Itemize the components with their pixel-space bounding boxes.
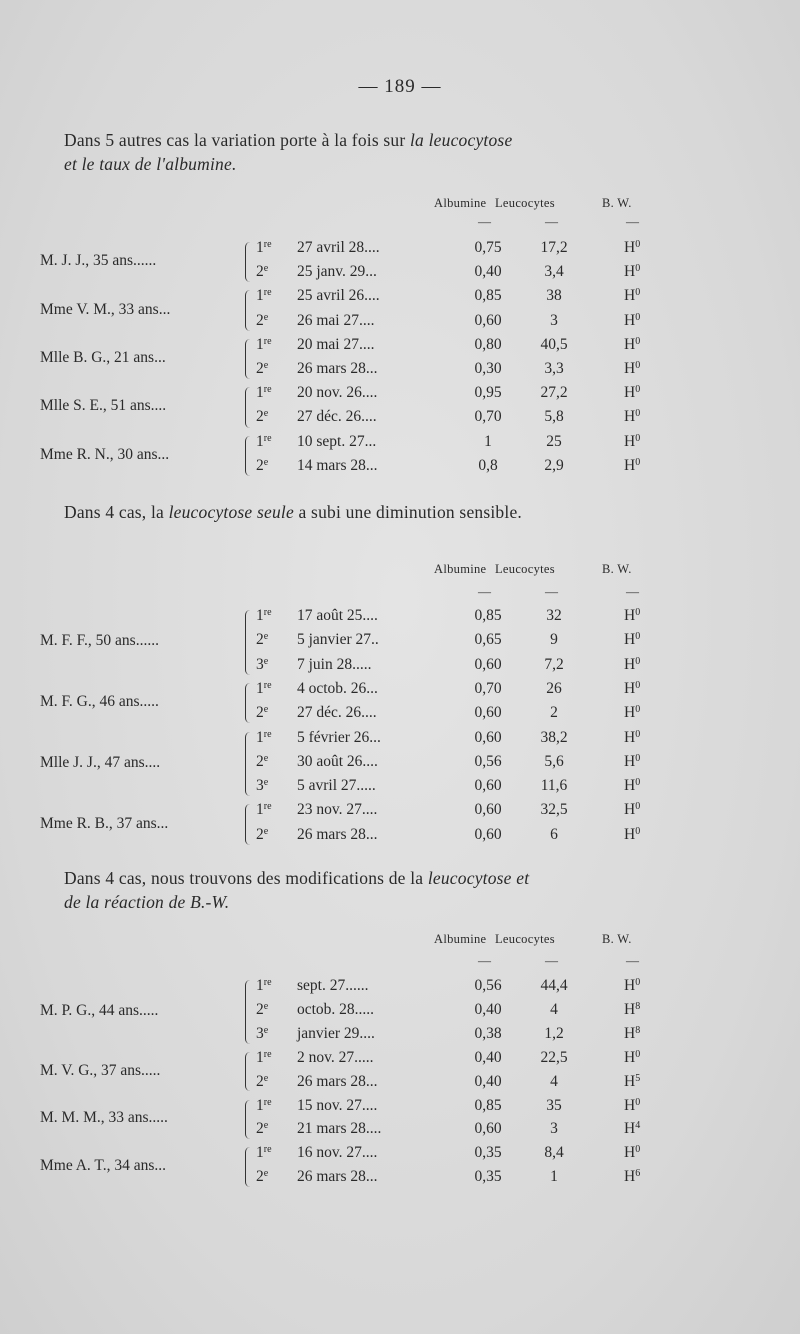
exam-date: 26 mars 28... — [297, 1072, 378, 1090]
bw-value: $H^0$ — [624, 801, 641, 819]
ordinal: 2e — [256, 263, 269, 281]
ordinal: 1re — [256, 384, 272, 402]
intro-paragraph-1 — [64, 128, 674, 176]
patient-name: Mlle S. E., 51 ans.... — [40, 397, 167, 415]
ordinal-suffix: e — [263, 408, 269, 420]
bw-value: $H^0$ — [624, 335, 641, 353]
albumine-value: 0,38 — [474, 1024, 502, 1042]
ordinal-suffix: re — [263, 1144, 272, 1156]
ordinal: 2e — [256, 752, 269, 770]
intro-1-italic-2: et le taux de l'albumine. — [64, 154, 237, 174]
exam-date: sept. 27...... — [297, 977, 369, 994]
bw-value: $H^0$ — [624, 287, 641, 305]
leucocytes-value: 38 — [546, 287, 562, 305]
ordinal-suffix: re — [263, 384, 272, 396]
bw-value: $H^0$ — [624, 655, 641, 673]
bw-exponent: 0 — [635, 360, 641, 371]
ordinal-suffix: e — [263, 263, 269, 275]
intro-2-text-end: a subi une diminution sensible. — [293, 502, 522, 522]
patient-name: M. F. F., 50 ans...... — [40, 632, 159, 650]
table-row — [0, 704, 800, 728]
exam-date: 10 sept. 27... — [297, 432, 377, 450]
patient-name: M. V. G., 37 ans..... — [40, 1061, 161, 1079]
exam-date: octob. 28..... — [297, 1000, 375, 1018]
ordinal-suffix: re — [263, 239, 272, 250]
header-albumine: Albumine — [434, 932, 487, 946]
header-dash: — — [626, 214, 639, 229]
ordinal: 1re — [256, 977, 272, 994]
patient-name: Mme R. B., 37 ans... — [40, 814, 169, 832]
albumine-value: 0,40 — [474, 1048, 502, 1066]
table-row — [0, 1144, 800, 1168]
table-row — [0, 977, 800, 1001]
patient-name: Mme A. T., 34 ans... — [40, 1157, 167, 1175]
patient-name: M. F. G., 46 ans..... — [40, 693, 159, 711]
bw-exponent: 0 — [635, 263, 641, 275]
exam-date: 26 mars 28... — [297, 1168, 378, 1186]
bw-exponent: 0 — [635, 752, 641, 764]
intro-paragraph-3 — [64, 866, 674, 914]
ordinal-suffix: re — [263, 801, 272, 813]
albumine-value: 0,60 — [474, 1120, 502, 1138]
bw-value: $H^0$ — [624, 456, 641, 474]
leucocytes-value: 26 — [546, 679, 562, 697]
header-leucocytes: Leucocytes — [495, 196, 555, 210]
ordinal-suffix: e — [263, 360, 269, 371]
bw-exponent: 0 — [635, 456, 641, 468]
header-bw: B. W. — [602, 196, 632, 210]
ordinal: 3e — [256, 777, 269, 795]
bw-exponent: 0 — [635, 679, 641, 691]
ordinal: 2e — [256, 456, 269, 474]
ordinal-suffix: e — [263, 1120, 269, 1132]
exam-date: 5 février 26... — [297, 728, 381, 746]
ordinal-suffix: e — [263, 752, 269, 764]
ordinal: 2e — [256, 360, 269, 377]
header-dash: — — [478, 214, 491, 229]
leucocytes-value: 1,2 — [544, 1024, 564, 1042]
bw-exponent: 0 — [635, 607, 641, 618]
bw-exponent: 0 — [635, 432, 641, 444]
ordinal: 1re — [256, 432, 272, 450]
ordinal-suffix: re — [263, 432, 272, 444]
ordinal-suffix: e — [263, 311, 269, 323]
bw-value: $H^0$ — [624, 1144, 641, 1162]
bw-exponent: 0 — [635, 311, 641, 323]
table-row — [0, 1049, 800, 1073]
exam-date: 20 nov. 26.... — [297, 384, 378, 402]
albumine-value: 0,65 — [474, 631, 502, 649]
exam-date: 15 nov. 27.... — [297, 1096, 378, 1114]
bw-value: $H^0$ — [624, 1096, 641, 1114]
bw-exponent: 0 — [635, 1048, 641, 1060]
bw-exponent: 6 — [635, 1168, 641, 1180]
header-dash: — — [478, 584, 491, 599]
header-leucocytes: Leucocytes — [495, 932, 555, 946]
ordinal: 1re — [256, 679, 272, 697]
exam-date: 23 nov. 27.... — [297, 801, 378, 819]
exam-date: 26 mars 28... — [297, 825, 378, 843]
leucocytes-value: 4 — [550, 1000, 558, 1018]
table-row — [0, 433, 800, 457]
table-row — [0, 631, 800, 655]
exam-date: 2 nov. 27..... — [297, 1048, 374, 1066]
intro-1-italic: la leucocytose — [410, 130, 513, 150]
bw-exponent: 0 — [635, 1144, 641, 1156]
bw-exponent: 5 — [635, 1072, 641, 1084]
bw-value: $H^0$ — [624, 239, 641, 256]
leucocytes-value: 2,9 — [544, 456, 564, 474]
exam-date: janvier 29.... — [297, 1024, 375, 1042]
ordinal-suffix: re — [263, 335, 272, 347]
ordinal: 2e — [256, 825, 269, 843]
bw-exponent: 8 — [635, 1000, 641, 1012]
ordinal-suffix: re — [263, 679, 272, 691]
table-row — [0, 239, 800, 263]
leucocytes-value: 1 — [550, 1168, 558, 1186]
bw-exponent: 0 — [635, 655, 641, 667]
albumine-value: 0,56 — [474, 977, 502, 994]
ordinal-suffix: e — [263, 456, 269, 468]
albumine-value: 0,60 — [474, 825, 502, 843]
albumine-value: 0,35 — [474, 1168, 502, 1186]
albumine-value: 0,60 — [474, 777, 502, 795]
bw-exponent: 0 — [635, 777, 641, 789]
ordinal-suffix: e — [263, 655, 269, 667]
header-albumine: Albumine — [434, 196, 487, 210]
bw-value: $H^0$ — [624, 432, 641, 450]
ordinal: 2e — [256, 1000, 269, 1018]
albumine-value: 0,60 — [474, 801, 502, 819]
ordinal: 1re — [256, 335, 272, 353]
bw-value: $H^8$ — [624, 1024, 641, 1042]
bw-value: $H^0$ — [624, 777, 641, 795]
table-row — [0, 1001, 800, 1025]
exam-date: 25 janv. 29... — [297, 263, 377, 281]
albumine-value: 0,60 — [474, 704, 502, 722]
bw-exponent: 0 — [635, 384, 641, 396]
header-albumine: Albumine — [434, 562, 487, 576]
exam-date: 14 mars 28... — [297, 456, 378, 474]
bw-exponent: 0 — [635, 335, 641, 347]
bw-value: $H^0$ — [624, 631, 641, 649]
ordinal-suffix: re — [263, 1096, 272, 1108]
leucocytes-value: 38,2 — [540, 728, 568, 746]
albumine-value: 0,95 — [474, 384, 502, 402]
bw-exponent: 0 — [635, 287, 641, 299]
albumine-value: 0,40 — [474, 263, 502, 281]
page-number: — 189 — — [358, 76, 442, 97]
leucocytes-value: 3 — [550, 311, 558, 329]
ordinal: 2e — [256, 631, 269, 649]
table-row — [0, 1168, 800, 1192]
intro-2-italic: leucocytose seule — [168, 502, 294, 522]
bw-value: $H^0$ — [624, 704, 641, 722]
albumine-value: 0,75 — [474, 239, 502, 256]
ordinal-suffix: e — [263, 1168, 269, 1180]
table-row — [0, 826, 800, 850]
leucocytes-value: 7,2 — [544, 655, 564, 673]
ordinal: 3e — [256, 655, 269, 673]
table-row — [0, 312, 800, 336]
ordinal: 1re — [256, 1096, 272, 1114]
header-bw: B. W. — [602, 562, 632, 576]
ordinal-suffix: e — [263, 1024, 269, 1036]
albumine-value: 0,85 — [474, 287, 502, 305]
albumine-value: 0,30 — [474, 360, 502, 377]
header-dash: — — [626, 584, 639, 599]
bw-exponent: 0 — [635, 239, 641, 250]
exam-date: 27 avril 28.... — [297, 239, 380, 256]
patient-name: Mme V. M., 33 ans... — [40, 300, 171, 318]
leucocytes-value: 3 — [550, 1120, 558, 1138]
bw-value: $H^0$ — [624, 825, 641, 843]
exam-date: 27 déc. 26.... — [297, 408, 377, 426]
intro-2-text: Dans 4 cas, la — [64, 502, 169, 522]
table-row — [0, 680, 800, 704]
ordinal-suffix: e — [263, 631, 269, 643]
intro-3-text: Dans 4 cas, nous trouvons des modifications de la — [64, 868, 428, 888]
table-row — [0, 408, 800, 432]
albumine-value: 0,85 — [474, 607, 502, 624]
leucocytes-value: 3,3 — [544, 360, 564, 377]
table-row — [0, 656, 800, 680]
bw-exponent: 0 — [635, 704, 641, 716]
ordinal-suffix: re — [263, 977, 272, 988]
leucocytes-value: 4 — [550, 1072, 558, 1090]
table-row — [0, 607, 800, 631]
table-row — [0, 777, 800, 801]
ordinal-suffix: re — [263, 728, 272, 740]
albumine-value: 0,40 — [474, 1000, 502, 1018]
bw-value: $H^0$ — [624, 311, 641, 329]
ordinal-suffix: e — [263, 777, 269, 789]
exam-date: 26 mars 28... — [297, 360, 378, 377]
leucocytes-value: 32 — [546, 607, 562, 624]
patient-name: M. J. J., 35 ans...... — [40, 252, 157, 270]
bw-value: $H^5$ — [624, 1072, 641, 1090]
leucocytes-value: 22,5 — [540, 1048, 568, 1066]
patient-name: Mlle J. J., 47 ans.... — [40, 753, 161, 771]
leucocytes-value: 25 — [546, 432, 562, 450]
ordinal: 2e — [256, 1168, 269, 1186]
leucocytes-value: 8,4 — [544, 1144, 564, 1162]
header-bw: B. W. — [602, 932, 632, 946]
table-row — [0, 336, 800, 360]
leucocytes-value: 40,5 — [540, 335, 568, 353]
exam-date: 16 nov. 27.... — [297, 1144, 378, 1162]
header-dash: — — [478, 953, 491, 968]
table-row — [0, 753, 800, 777]
albumine-value: 1 — [484, 432, 492, 450]
bw-exponent: 8 — [635, 1024, 641, 1036]
patient-name: M. P. G., 44 ans..... — [40, 1001, 159, 1019]
exam-date: 25 avril 26.... — [297, 287, 380, 305]
albumine-value: 0,60 — [474, 311, 502, 329]
albumine-value: 0,70 — [474, 679, 502, 697]
albumine-value: 0,8 — [478, 456, 498, 474]
exam-date: 27 déc. 26.... — [297, 704, 377, 722]
leucocytes-value: 44,4 — [540, 977, 568, 994]
bw-value: $H^0$ — [624, 360, 641, 377]
bw-value: $H^0$ — [624, 1048, 641, 1066]
ordinal: 1re — [256, 239, 272, 256]
intro-3-italic-2: de la réaction de B.-W. — [64, 892, 230, 912]
bw-exponent: 0 — [635, 1096, 641, 1108]
ordinal-suffix: e — [263, 704, 269, 716]
ordinal: 1re — [256, 287, 272, 305]
table-row — [0, 1097, 800, 1121]
bw-value: $H^8$ — [624, 1000, 641, 1018]
table-row — [0, 801, 800, 825]
bw-exponent: 0 — [635, 977, 641, 988]
leucocytes-value: 35 — [546, 1096, 562, 1114]
albumine-value: 0,35 — [474, 1144, 502, 1162]
albumine-value: 0,40 — [474, 1072, 502, 1090]
exam-date: 26 mai 27.... — [297, 311, 375, 329]
bw-exponent: 0 — [635, 631, 641, 643]
bw-exponent: 0 — [635, 728, 641, 740]
table-row — [0, 384, 800, 408]
bw-exponent: 4 — [635, 1120, 641, 1132]
bw-value: $H^0$ — [624, 728, 641, 746]
bw-exponent: 0 — [635, 801, 641, 813]
header-dash: — — [626, 953, 639, 968]
ordinal: 1re — [256, 801, 272, 819]
leucocytes-value: 17,2 — [540, 239, 568, 256]
ordinal: 1re — [256, 607, 272, 624]
bw-exponent: 0 — [635, 408, 641, 420]
bw-value: $H^0$ — [624, 752, 641, 770]
bw-value: $H^0$ — [624, 679, 641, 697]
albumine-value: 0,60 — [474, 728, 502, 746]
leucocytes-value: 2 — [550, 704, 558, 722]
exam-date: 4 octob. 26... — [297, 679, 378, 697]
leucocytes-value: 11,6 — [540, 777, 568, 795]
header-leucocytes: Leucocytes — [495, 562, 555, 576]
bw-value: $H^0$ — [624, 408, 641, 426]
ordinal-suffix: re — [263, 1048, 272, 1060]
bw-value: $H^6$ — [624, 1168, 641, 1186]
leucocytes-value: 3,4 — [544, 263, 564, 281]
header-dash: — — [545, 953, 558, 968]
ordinal: 2e — [256, 1120, 269, 1138]
table-row — [0, 1025, 800, 1049]
albumine-value: 0,70 — [474, 408, 502, 426]
leucocytes-value: 5,8 — [544, 408, 564, 426]
albumine-value: 0,56 — [474, 752, 502, 770]
leucocytes-value: 6 — [550, 825, 558, 843]
intro-1-text: Dans 5 autres cas la variation porte à la fois sur — [64, 130, 410, 150]
ordinal-suffix: re — [263, 287, 272, 299]
exam-date: 5 janvier 27.. — [297, 631, 379, 649]
exam-date: 17 août 25.... — [297, 607, 378, 624]
ordinal: 2e — [256, 311, 269, 329]
albumine-value: 0,80 — [474, 335, 502, 353]
table-row — [0, 287, 800, 311]
ordinal: 2e — [256, 704, 269, 722]
exam-date: 5 avril 27..... — [297, 777, 376, 795]
bw-exponent: 0 — [635, 825, 641, 837]
ordinal-suffix: e — [263, 1072, 269, 1084]
patient-name: M. M. M., 33 ans..... — [40, 1109, 168, 1127]
leucocytes-value: 27,2 — [540, 384, 568, 402]
bw-value: $H^0$ — [624, 384, 641, 402]
ordinal: 2e — [256, 1072, 269, 1090]
table-row — [0, 457, 800, 481]
ordinal-suffix: re — [263, 607, 272, 618]
leucocytes-value: 5,6 — [544, 752, 564, 770]
intro-paragraph-2 — [64, 500, 674, 524]
ordinal: 1re — [256, 1048, 272, 1066]
bw-value: $H^0$ — [624, 263, 641, 281]
table-row — [0, 263, 800, 287]
bw-value: $H^4$ — [624, 1120, 641, 1138]
exam-date: 21 mars 28.... — [297, 1120, 382, 1138]
table-row — [0, 729, 800, 753]
table-row — [0, 360, 800, 384]
header-dash: — — [545, 214, 558, 229]
exam-date: 7 juin 28..... — [297, 655, 372, 673]
exam-date: 30 août 26.... — [297, 752, 378, 770]
leucocytes-value: 32,5 — [540, 801, 568, 819]
ordinal: 1re — [256, 728, 272, 746]
patient-name: Mme R. N., 30 ans... — [40, 445, 170, 463]
header-dash: — — [545, 584, 558, 599]
ordinal: 3e — [256, 1024, 269, 1042]
exam-date: 20 mai 27.... — [297, 335, 375, 353]
bw-value: $H^0$ — [624, 977, 641, 994]
leucocytes-value: 9 — [550, 631, 558, 649]
table-row — [0, 1073, 800, 1097]
bw-value: $H^0$ — [624, 607, 641, 624]
ordinal: 1re — [256, 1144, 272, 1162]
ordinal-suffix: e — [263, 1000, 269, 1012]
albumine-value: 0,60 — [474, 655, 502, 673]
ordinal-suffix: e — [263, 825, 269, 837]
patient-name: Mlle B. G., 21 ans... — [40, 349, 166, 366]
ordinal: 2e — [256, 408, 269, 426]
table-row — [0, 1120, 800, 1144]
albumine-value: 0,85 — [474, 1096, 502, 1114]
intro-3-italic: leucocytose et — [427, 868, 530, 888]
